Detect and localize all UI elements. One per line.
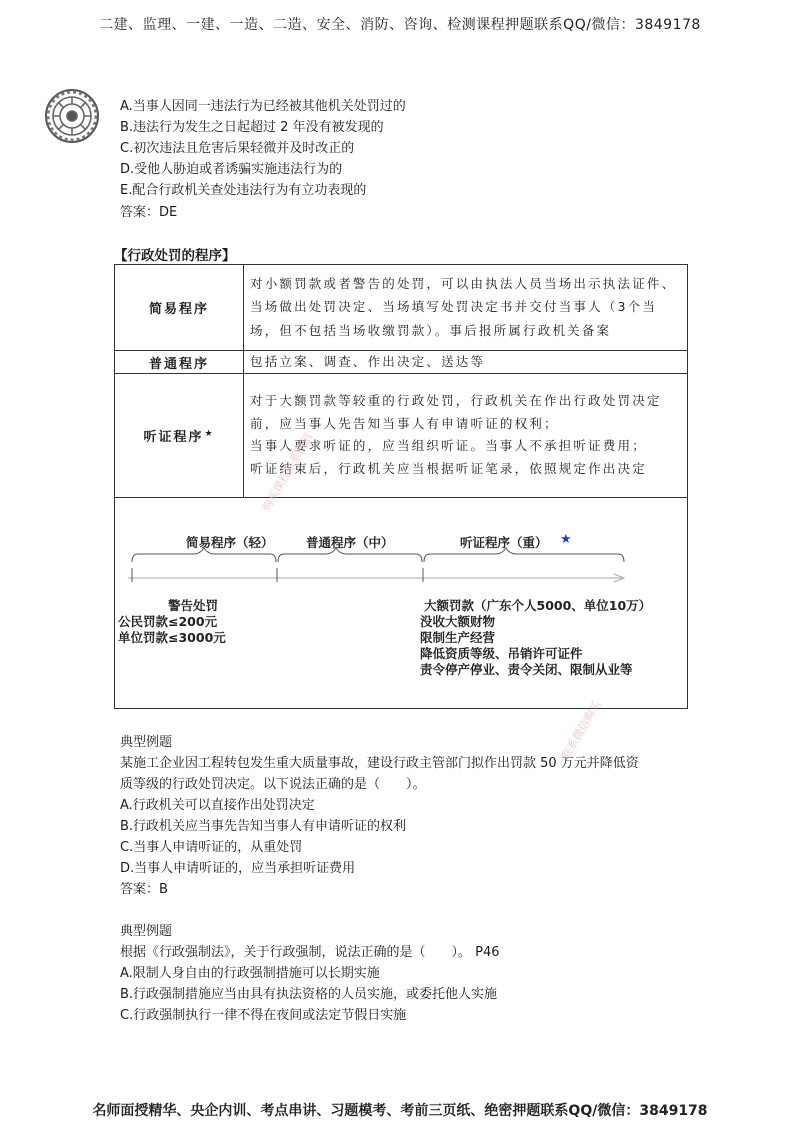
left-block-line: 公民罚款≤200元 [118,614,218,629]
procedure-name: 普通程序 [115,351,244,374]
example2-option-a: A.限制人身自由的行政强制措施可以长期实施 [120,966,380,981]
procedure-name: 简易程序 [115,265,244,351]
right-block-line: 没收大额财物 [420,614,496,629]
procedure-table [114,264,688,498]
example2-stem: 根据《行政强制法》，关于行政强制，说法正确的是（ ）。 P46 [120,945,500,960]
q1-option-b: B.违法行为发生之日起超过 2 年没有被发现的 [120,120,384,135]
right-block-line: 责令停产停业、责令关闭、限制从业等 [420,662,633,677]
right-block-line: 限制生产经营 [420,630,496,645]
left-block-line: 单位罚款≤3000元 [118,630,226,645]
example1-option-a: A.行政机关可以直接作出处罚决定 [120,798,315,813]
page-header: 二建、监理、一建、一造、二造、安全、消防、咨询、检测课程押题联系QQ/微信：3849178 [99,17,701,33]
example1-heading: 典型例题 [120,735,173,750]
procedure-desc: 对小额罚款或者警告的处罚，可以由执法人员当场出示执法证件、当场做出处罚决定、当场填写处罚决定书并交付当事人（3个当场，但不包括当场收缴罚款）。事后报所属行政机关备案 [244,265,688,351]
diagram-label-hearing: 听证程序（重） [460,535,548,550]
example2-option-b: B.行政强制措施应当由具有执法资格的人员实施，或委托他人实施 [120,987,498,1002]
desc-line: 听证结束后，行政机关应当根据听证笔录，依照规定作出决定 [250,460,647,476]
page-footer: 名师面授精华、央企内训、考点串讲、习题模考、考前三页纸、绝密押题联系QQ/微信：3849178 [92,1103,708,1119]
example2-heading: 典型例题 [120,924,173,939]
procedure-name: 听证程序 [143,430,204,445]
table-row [115,265,688,351]
q1-answer: 答案：DE [120,205,178,220]
q1-option-c: C.初次违法且危害后果轻微并及时改正的 [120,141,355,156]
star-icon: ★ [204,428,215,439]
procedure-name-cell [115,374,244,498]
watermark-text: 购买课程联系微信 [259,430,315,514]
timeline-braces [114,520,688,590]
example1-stem-line: 某施工企业因工程转包发生重大质量事故，建设行政主管部门拟作出罚款 50 万元并降低资 [120,756,639,771]
right-block-line: 降低资质等级、吊销许可证件 [420,646,583,661]
logo-seal-icon [44,88,100,144]
example1-option-c: C.当事人申请听证的，从重处罚 [120,840,303,855]
example1-stem-line: 质等级的行政处罚决定。以下说法正确的是（ ）。 [120,777,426,792]
example2-option-c: C.行政强制执行一律不得在夜间或法定节假日实施 [120,1008,407,1023]
q1-option-e: E.配合行政机关查处违法行为有立功表现的 [120,183,367,198]
procedure-desc: 包括立案、调查、作出决定、送达等 [244,351,688,374]
q1-option-d: D.受他人胁迫或者诱骗实施违法行为的 [120,162,343,177]
desc-line: 当事人要求听证的，应当组织听证。当事人不承担听证费用； [250,438,647,453]
example1-option-d: D.当事人申请听证的，应当承担听证费用 [120,861,356,876]
desc-line: 对于大额罚款等较重的行政处罚，行政机关在作出行政处罚决定前，应当事人先告知当事人有申请听证的权利； [250,393,662,431]
section-title: 【行政处罚的程序】 [114,248,236,264]
q1-option-a: A.当事人因同一违法行为已经被其他机关处罚过的 [120,99,406,114]
table-row [115,351,688,374]
right-block-line: 大额罚款（广东个人5000、单位10万） [424,598,652,613]
table-row [115,374,688,498]
example1-option-b: B.行政机关应当事先告知当事人有申请听证的权利 [120,819,407,834]
example1-answer: 答案：B [120,882,168,897]
star-icon: ★ [560,532,572,547]
diagram-label-simple: 简易程序（轻） [186,535,274,550]
diagram-label-normal: 普通程序（中） [306,535,394,550]
left-block-title: 警告处罚 [168,598,219,613]
watermark-text: 一联系微信购买 [553,698,604,772]
